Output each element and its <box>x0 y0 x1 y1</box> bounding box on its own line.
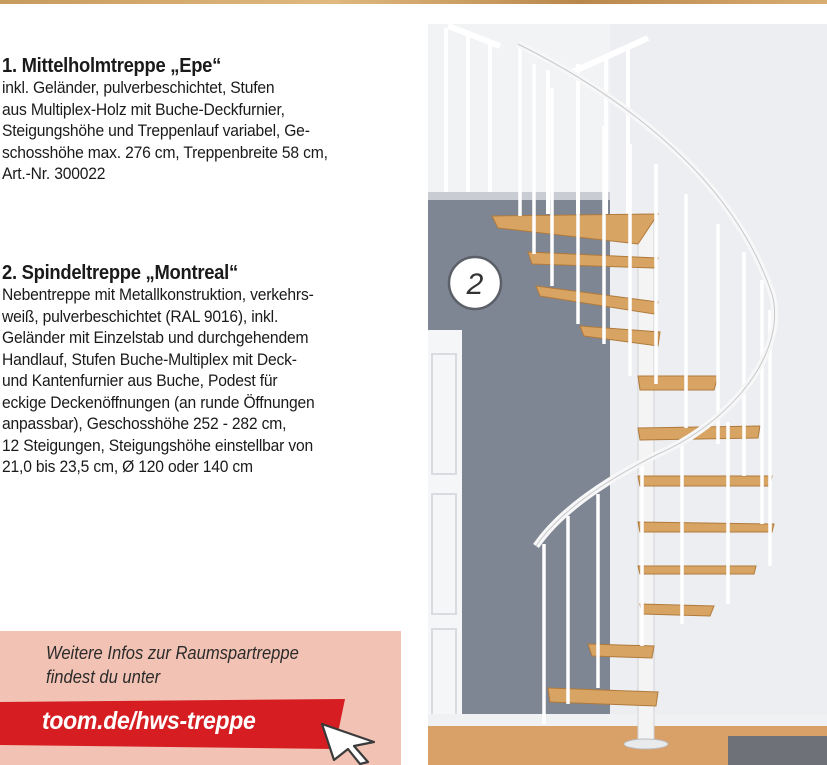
photo-number-badge-text: 2 <box>466 268 484 301</box>
promo-link[interactable]: toom.de/hws-treppe <box>42 707 256 735</box>
product-description-montreal: Nebentreppe mit Metallkonstruktion, verkehrs- weiß, pulverbeschichtet (RAL 9016), inkl. Geländer mit Einzelstab und durchgehendem Handlauf, Stufen Buche-Multiplex mit Deck- und Kantenfurnier aus Buche, Podest für eckige Deckenöffnungen (an runde Öffnungen anpassbar), Geschosshöhe 252 - 282 cm, 12 Steigungen, Steigungshöhe einstellbar von 21,0 bis 23,5 cm, Ø 120 oder 140 cm <box>2 285 315 476</box>
product-montreal <box>2 262 422 478</box>
promo-intro: Weitere Infos zur Raumspartreppe findest du unter <box>46 643 299 687</box>
product-epe <box>2 55 422 185</box>
product-title-montreal: 2. Spindeltreppe „Montreal“ <box>2 262 238 284</box>
staircase-photo <box>428 24 827 765</box>
product-title-epe: 1. Mittelholmtreppe „Epe“ <box>2 55 222 77</box>
wood-texture-strip <box>0 0 827 4</box>
cursor-arrow-icon <box>318 722 376 765</box>
product-description-epe: inkl. Geländer, pulverbeschichtet, Stufen aus Multiplex-Holz mit Buche-Deckfurnier, Steigungshöhe und Treppenlauf variabel, Ge- schosshöhe max. 276 cm, Treppenbreite 58 cm, Art.-Nr. 300022 <box>2 78 328 183</box>
